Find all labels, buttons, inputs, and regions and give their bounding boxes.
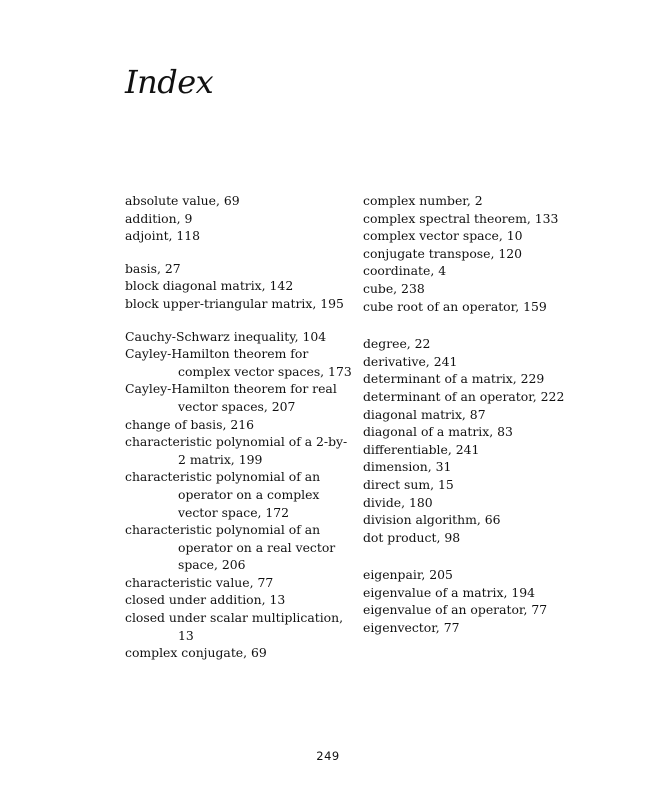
index-entry: eigenvalue of a matrix, 194 <box>363 584 535 600</box>
index-entry: eigenvector, 77 <box>363 620 460 636</box>
index-entry: Cayley-Hamilton theorem for complex vector spaces, 173 <box>125 346 352 379</box>
index-entry: direct sum, 15 <box>363 476 454 492</box>
index-group-c-continued <box>363 192 593 315</box>
index-entry: cube root of an operator, 159 <box>363 298 547 314</box>
index-group-a <box>125 192 355 245</box>
index-entry: complex conjugate, 69 <box>125 645 267 661</box>
index-entry: closed under scalar multiplication, 13 <box>125 610 344 643</box>
index-entry: characteristic polynomial of an operator on a real vector space, 206 <box>125 522 336 573</box>
index-entry: complex spectral theorem, 133 <box>363 210 559 226</box>
index-entry: block upper-triangular matrix, 195 <box>125 295 344 311</box>
index-entry: characteristic polynomial of a 2-by-2 matrix, 199 <box>125 434 348 467</box>
index-entry: eigenvalue of an operator, 77 <box>363 602 548 618</box>
index-entry: basis, 27 <box>125 260 181 276</box>
index-group-c <box>125 328 355 662</box>
index-entry: complex number, 2 <box>363 193 483 208</box>
index-entry: degree, 22 <box>363 336 431 352</box>
index-group-e <box>363 566 593 636</box>
index-entry: addition, 9 <box>125 210 193 226</box>
index-entry: conjugate transpose, 120 <box>363 245 523 261</box>
index-entry: Cauchy-Schwarz inequality, 104 <box>125 328 327 344</box>
index-column-left <box>125 192 355 677</box>
index-entry: complex vector space, 10 <box>363 228 523 244</box>
index-entry: closed under addition, 13 <box>125 592 286 608</box>
index-entry: determinant of a matrix, 229 <box>363 371 545 387</box>
index-column-right <box>363 192 593 652</box>
index-entry: coordinate, 4 <box>363 263 447 279</box>
index-entry: divide, 180 <box>363 494 433 510</box>
index-entry: characteristic value, 77 <box>125 574 274 590</box>
index-entry: diagonal of a matrix, 83 <box>363 424 513 440</box>
index-group-d <box>363 335 593 546</box>
index-entry: dot product, 98 <box>363 529 461 545</box>
index-group-b <box>125 260 355 313</box>
index-entry: adjoint, 118 <box>125 228 201 244</box>
index-entry: determinant of an operator, 222 <box>363 388 565 404</box>
index-entry: dimension, 31 <box>363 459 452 475</box>
index-entry: cube, 238 <box>363 280 425 296</box>
index-entry: division algorithm, 66 <box>363 512 501 528</box>
index-entry: eigenpair, 205 <box>363 567 453 583</box>
index-entry: characteristic polynomial of an operator on a complex vector space, 172 <box>125 469 321 520</box>
index-entry: differentiable, 241 <box>363 441 480 457</box>
index-entry: diagonal matrix, 87 <box>363 406 486 422</box>
index-entry: absolute value, 69 <box>125 193 240 208</box>
index-entry: block diagonal matrix, 142 <box>125 278 294 294</box>
index-entry: change of basis, 216 <box>125 416 255 432</box>
index-entry: Cayley-Hamilton theorem for real vector spaces, 207 <box>125 381 337 414</box>
page-title: Index <box>125 63 214 101</box>
index-entry: derivative, 241 <box>363 353 458 369</box>
page-number: 249 <box>316 749 340 763</box>
